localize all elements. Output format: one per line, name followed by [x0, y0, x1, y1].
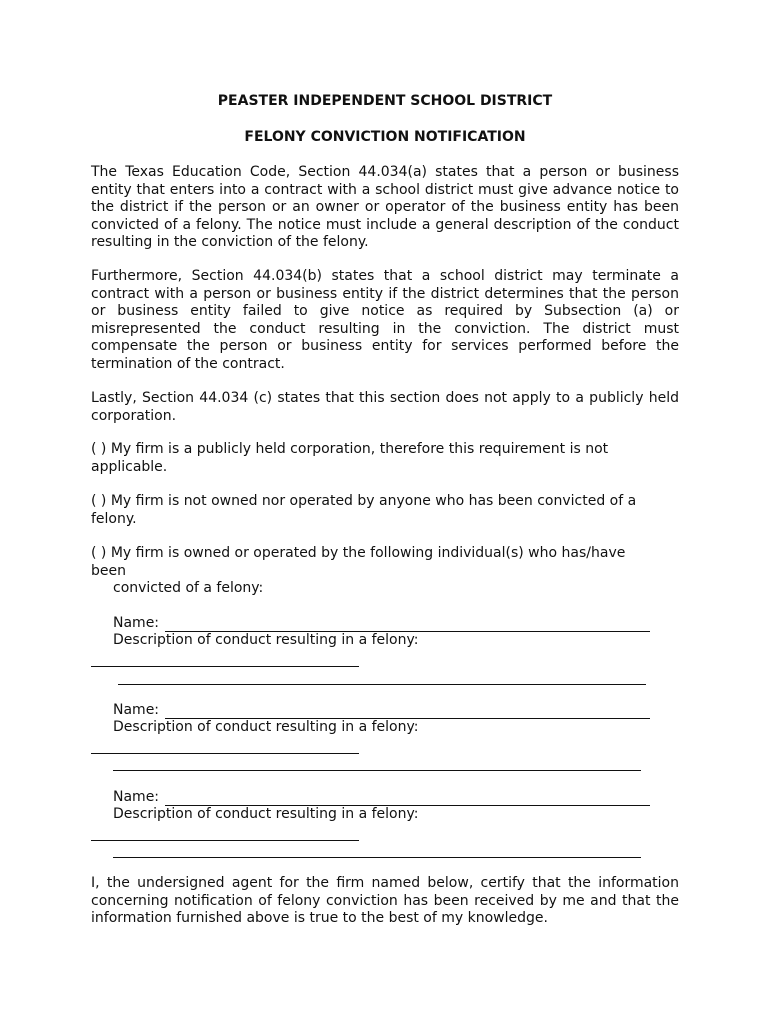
- description-label-1: Description of conduct resulting in a felony:: [113, 632, 419, 648]
- district-title: PEASTER INDEPENDENT SCHOOL DISTRICT: [217, 93, 553, 109]
- certification-paragraph: I, the undersigned agent for the firm named below, certify that the information concerning notification of felony conviction has been received by me and that the information furnished above is true to the best of my knowledge.: [91, 875, 679, 926]
- paragraph-44034a: The Texas Education Code, Section 44.034(a) states that a person or business entity that enters into a contract with a school district must give advance notice to the district if the person or an owner or operator of the business entity has been convicted of a felony. The notice must include a general description of the conduct resulting in the conviction of the felony.: [91, 164, 679, 250]
- description-field-3b[interactable]: [113, 857, 641, 858]
- option-publicly-held-line1: ( ) My firm is a publicly held corporation, therefore this requirement is not: [91, 441, 609, 457]
- option-convicted-line2: been: [91, 562, 126, 579]
- form-title: FELONY CONVICTION NOTIFICATION: [244, 129, 526, 145]
- description-label-3: Description of conduct resulting in a felony:: [113, 806, 419, 822]
- description-label-2: Description of conduct resulting in a felony:: [113, 719, 419, 735]
- description-field-1b[interactable]: [118, 684, 646, 685]
- description-field-2b[interactable]: [113, 770, 641, 771]
- name-label-2: Name:: [113, 702, 160, 718]
- option-convicted[interactable]: [91, 545, 625, 598]
- paragraph-44034c: Lastly, Section 44.034 (c) states that this section does not apply to a publicly held corporation.: [91, 390, 679, 424]
- description-field-1a[interactable]: [91, 666, 359, 667]
- option-not-convicted-line2: felony.: [91, 510, 137, 527]
- option-not-convicted[interactable]: [91, 493, 636, 528]
- description-field-3a[interactable]: [91, 840, 359, 841]
- paragraph-44034b: Furthermore, Section 44.034(b) states that a school district may terminate a contract with a person or business entity if the district determines that the person or business entity failed to give notice as required by Subsection (a) or misrepresented the conduct resulting in the conviction. The district must compensate the person or business entity for services performed before the termination of the contract.: [91, 268, 679, 372]
- option-convicted-line3: convicted of a felony:: [113, 580, 264, 596]
- option-publicly-held[interactable]: [91, 441, 608, 476]
- option-not-convicted-line1: ( ) My firm is not owned nor operated by anyone who has been convicted of a: [91, 493, 637, 509]
- option-convicted-line1: ( ) My firm is owned or operated by the following individual(s) who has/have: [91, 545, 626, 561]
- option-publicly-held-line2: applicable.: [91, 458, 168, 475]
- name-label-1: Name:: [113, 615, 160, 631]
- description-field-2a[interactable]: [91, 753, 359, 754]
- name-label-3: Name:: [113, 789, 160, 805]
